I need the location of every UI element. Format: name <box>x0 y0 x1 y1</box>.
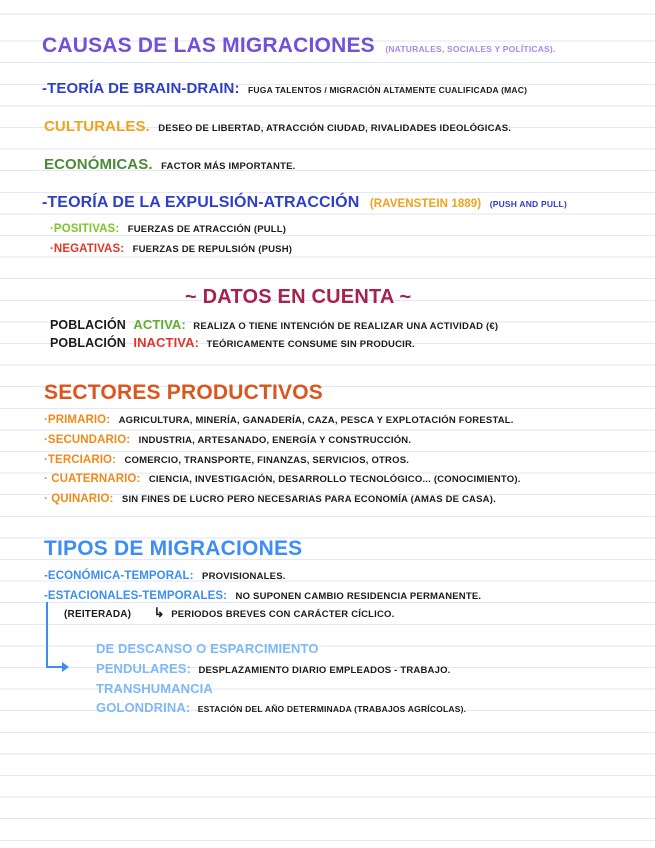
pendulares-line <box>96 660 451 678</box>
economicas-text: FACTOR MÁS IMPORTANTE. <box>161 161 296 172</box>
negativas-text: FUERZAS DE REPULSIÓN (PUSH) <box>132 244 293 255</box>
sectores-title: SECTORES PRODUCTIVOS <box>44 381 323 404</box>
sector-cuaternario-label: · CUATERNARIO: <box>44 473 141 485</box>
sector-secundario-label: ·SECUNDARIO: <box>44 434 131 446</box>
tipos-title-line <box>44 537 302 561</box>
reiterada-arrow-icon: ↳ <box>153 605 165 620</box>
sector-primario <box>44 410 514 428</box>
economicas-label: ECONÓMICAS. <box>44 156 153 173</box>
bracket-line <box>46 602 52 666</box>
golondrina-label: GOLONDRINA: <box>96 700 191 715</box>
sector-terciario <box>44 450 409 468</box>
descanso-text: DE DESCANSO O ESPARCIMIENTO <box>96 641 319 656</box>
culturales-text: DESEO DE LIBERTAD, ATRACCIÓN CIUDAD, RIVALIDADES IDEOLÓGICAS. <box>158 123 512 134</box>
transhumancia-line <box>96 680 213 698</box>
datos-title: ~ DATOS EN CUENTA ~ <box>185 286 412 308</box>
inactiva-label-2: INACTIVA: <box>133 335 200 350</box>
positivas-label: ·POSITIVAS: <box>50 223 120 235</box>
expulsion-line <box>42 194 567 212</box>
positivas-text: FUERZAS DE ATRACCIÓN (PULL) <box>127 224 287 235</box>
main-title: CAUSAS DE LAS MIGRACIONES <box>42 34 375 57</box>
activa-line <box>50 316 498 334</box>
reiterada-label: (REITERADA) <box>64 609 132 620</box>
negativas-line <box>50 239 292 257</box>
main-title-note: (NATURALES, SOCIALES Y POLÍTICAS). <box>385 44 556 54</box>
sector-terciario-text: COMERCIO, TRANSPORTE, FINANZAS, SERVICIOS, OTROS. <box>124 455 410 466</box>
pendulares-label: PENDULARES: <box>96 661 191 676</box>
estacionales-line <box>44 586 481 604</box>
tipos-title: TIPOS DE MIGRACIONES <box>44 537 303 560</box>
culturales-line <box>44 118 511 136</box>
sector-cuaternario-text: CIENCIA, INVESTIGACIÓN, DESARROLLO TECNOLÓGICO... (CONOCIMIENTO). <box>148 474 521 485</box>
economica-temporal-text: PROVISIONALES. <box>202 571 286 582</box>
expulsion-label: -TEORÍA DE LA EXPULSIÓN-ATRACCIÓN <box>42 194 360 211</box>
descanso-line <box>96 640 319 658</box>
negativas-label: ·NEGATIVAS: <box>50 243 125 255</box>
sectores-title-line <box>44 381 323 405</box>
brain-drain-text: FUGA TALENTOS / MIGRACIÓN ALTAMENTE CUALIFICADA (MAC) <box>248 85 528 95</box>
brain-drain-line <box>42 80 527 98</box>
sector-cuaternario <box>44 469 521 487</box>
economica-temporal-line <box>44 566 286 584</box>
brain-drain-label: -TEORÍA DE BRAIN-DRAIN: <box>42 80 240 97</box>
activa-label-2: ACTIVA: <box>133 317 186 332</box>
estacionales-text: NO SUPONEN CAMBIO RESIDENCIA PERMANENTE. <box>235 591 482 602</box>
datos-title-line <box>185 286 411 309</box>
economica-temporal-label: -ECONÓMICA-TEMPORAL: <box>44 570 194 582</box>
golondrina-text: ESTACIÓN DEL AÑO DETERMINADA (TRABAJOS AGRÍCOLAS). <box>197 704 467 714</box>
sector-terciario-label: ·TERCIARIO: <box>44 454 117 466</box>
inactiva-text: TEÓRICAMENTE CONSUME SIN PRODUCIR. <box>206 339 415 350</box>
sector-primario-label: ·PRIMARIO: <box>44 414 111 426</box>
inactiva-label-1: POBLACIÓN <box>50 336 126 350</box>
main-title-line <box>42 34 556 58</box>
inactiva-line <box>50 334 415 352</box>
activa-text: REALIZA O TIENE INTENCIÓN DE REALIZAR UNA ACTIVIDAD (€) <box>193 321 499 332</box>
reiterada-line <box>64 604 394 622</box>
transhumancia-text: TRANSHUMANCIA <box>96 681 213 696</box>
activa-label-1: POBLACIÓN <box>50 318 126 332</box>
culturales-label: CULTURALES. <box>44 118 150 135</box>
sector-primario-text: AGRICULTURA, MINERÍA, GANADERÍA, CAZA, PESCA Y EXPLOTACIÓN FORESTAL. <box>118 415 514 426</box>
sector-quinario <box>44 489 496 507</box>
expulsion-note: (PUSH AND PULL) <box>489 199 567 209</box>
positivas-line <box>50 219 286 237</box>
sector-secundario-text: INDUSTRIA, ARTESANADO, ENERGÍA Y CONSTRUCCIÓN. <box>138 435 412 446</box>
sector-quinario-label: · QUINARIO: <box>44 493 114 505</box>
bracket-arrow-icon <box>62 662 69 672</box>
pendulares-text: DESPLAZAMIENTO DIARIO EMPLEADOS - TRABAJO. <box>198 665 451 676</box>
reiterada-text: PERIODOS BREVES CON CARÁCTER CÍCLICO. <box>171 609 395 620</box>
sector-quinario-text: SIN FINES DE LUCRO PERO NECESARIAS PARA ECONOMÍA (AMAS DE CASA). <box>121 494 496 505</box>
expulsion-author: (RAVENSTEIN 1889) <box>369 198 482 210</box>
estacionales-label: -ESTACIONALES-TEMPORALES: <box>44 590 228 602</box>
sector-secundario <box>44 430 411 448</box>
golondrina-line <box>96 699 466 717</box>
economicas-line <box>44 156 295 174</box>
